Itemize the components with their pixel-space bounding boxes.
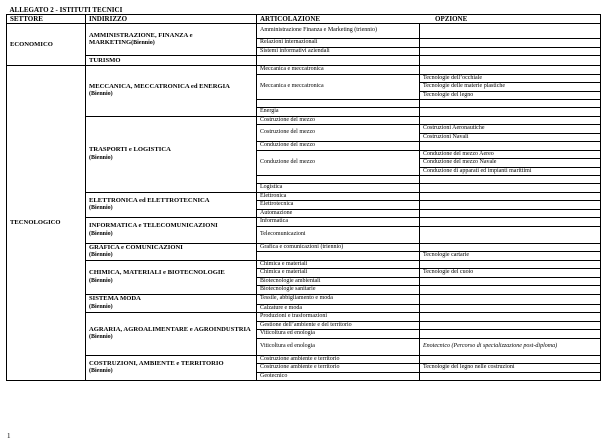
opzione-cell: Conduzione del mezzo Navale [420,159,601,168]
articolazione-cell: Geotecnico [257,372,420,381]
header-opzione: OPZIONE [435,15,468,23]
articolazione-cell: Elettrotecnica [257,201,420,210]
opzione-cell: Conduzione del mezzo Aereo [420,150,601,159]
articolazione-cell: Produzioni e trasformazioni [257,313,420,322]
articolazione-cell: Logistica [257,184,420,193]
indirizzo-elettronica: ELETTRONICA ed ELETTROTECNICA (Biennio) [86,192,257,218]
indirizzo-costruzioni: COSTRUZIONI, AMBIENTE e TERRITORIO (Biennio) [86,355,257,381]
indirizzo-afm: AMMINISTRAZIONE, FINANZA e MARKETING(Biennio) [86,24,257,56]
opzione-cell: Tecnologie dell’occhiale [420,74,601,83]
document-page [6,6,600,381]
indirizzo-moda: SISTEMA MODA (Biennio) [86,294,257,313]
opzione-cell: Tecnologie delle materie plastiche [420,83,601,92]
articolazione-cell: Costruzione ambiente e territorio [257,355,420,364]
indirizzo-agraria: AGRARIA, AGROALIMENTARE e AGROINDUSTRIA (Biennio) [86,313,257,356]
articolazione-cell: Amministrazione Finanza e Marketing (triennio) [257,24,420,39]
articolazione-cell: Costruzione ambiente e territorio [257,364,420,373]
opzione-cell: Tecnologie del legno [420,91,601,100]
header-row [7,15,601,24]
opzione-enotecnico: Enotecnico (Percorso di specializzazione post-diploma) [420,338,601,355]
header-articolazione: ARTICOLAZIONE [260,15,321,23]
title-row [7,6,601,15]
articolazione-cell: Biotecnologie sanitarie [257,286,420,295]
indirizzo-meccanica: MECCANICA, MECCATRONICA ed ENERGIA (Biennio) [86,66,257,117]
articolazione-cell: Costruzione del mezzo [257,116,420,125]
opzione-cell: Costruzioni Aeronautiche [420,125,601,134]
articolazione-cell: Viticoltura ed enologia [257,338,420,355]
footer-mark: 1 [7,432,11,440]
settore-economico: ECONOMICO [7,24,86,66]
articolazione-cell: Biotecnologie ambientali [257,277,420,286]
opzione-cell [420,24,601,39]
articolazione-cell: Grafica e comunicazioni (triennio) [257,243,420,252]
opzione-cell: Tecnologie del cuoio [420,269,601,278]
settore-tecnologico: TECNOLOGICO [7,66,86,381]
articolazione-cell: Sistemi informativi aziendali [257,47,420,56]
istituti-tecnici-table [6,6,601,381]
articolazione-cell: Calzature e moda [257,304,420,313]
header-settore: SETTORE [7,15,86,24]
articolazione-cell: Informatica [257,218,420,227]
header-articolazione-opzione [257,15,601,24]
opzione-cell: Tecnologie cartarie [420,252,601,261]
articolazione-cell: Elettronica [257,192,420,201]
articolazione-cell: Meccanica e meccatronica [257,66,420,75]
articolazione-cell: Costruzione del mezzo [257,125,420,142]
articolazione-cell: Energia [257,108,420,117]
opzione-cell: Costruzioni Navali [420,133,601,142]
opzione-cell: Conduzione di apparati ed impianti marittimi [420,167,601,176]
articolazione-cell: Relazioni internazionali [257,39,420,48]
page-title: ALLEGATO 2 - ISTITUTI TECNICI [7,6,601,15]
indirizzo-grafica: GRAFICA e COMUNICAZIONI (Biennio) [86,243,257,260]
articolazione-cell: Conduzione del mezzo [257,142,420,151]
articolazione-cell: Meccanica e meccatronica [257,74,420,100]
articolazione-cell: Viticoltura ed enologia [257,330,420,339]
indirizzo-chimica: CHIMICA, MATERIALI e BIOTECNOLOGIE (Biennio) [86,260,257,294]
indirizzo-trasporti: TRASPORTI e LOGISTICA (Biennio) [86,116,257,192]
indirizzo-informatica: INFORMATICA e TELECOMUNICAZIONI (Biennio) [86,218,257,244]
articolazione-cell: Chimica e materiali [257,269,420,278]
articolazione-cell: Automazione [257,209,420,218]
articolazione-cell: Telecomunicazioni [257,226,420,243]
articolazione-cell: Conduzione del mezzo [257,150,420,176]
opzione-cell: Tecnologie del legno nelle costruzioni [420,364,601,373]
articolazione-cell: Gestione dell’ambiente e del territorio [257,321,420,330]
articolazione-cell: Chimica e materiali [257,260,420,269]
indirizzo-turismo: TURISMO [86,56,257,66]
header-indirizzo: INDIRIZZO [86,15,257,24]
articolazione-cell: Tessile, abbigliamento e moda [257,294,420,304]
